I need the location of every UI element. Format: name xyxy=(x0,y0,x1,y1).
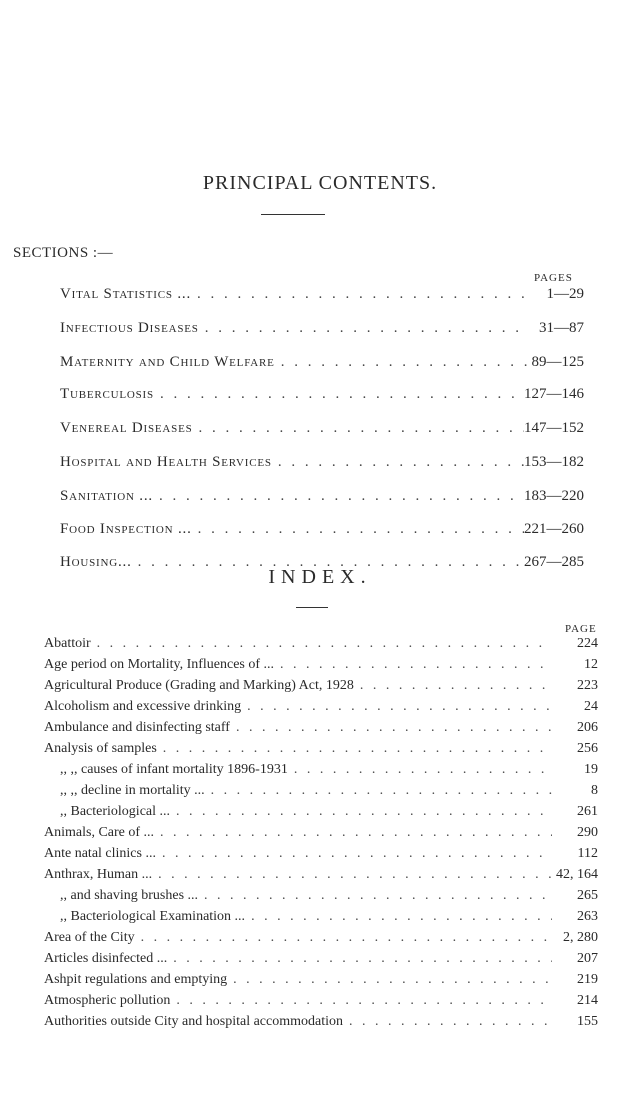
dot-leader xyxy=(245,909,552,925)
section-pages: 31—87 xyxy=(539,320,584,336)
section-label: Sanitation ... xyxy=(60,488,153,504)
index-entry xyxy=(44,909,598,929)
dot-leader xyxy=(153,488,524,505)
index-entry xyxy=(44,888,598,908)
index-entry-page: 112 xyxy=(577,846,598,861)
dot-leader xyxy=(156,846,552,862)
index-entry xyxy=(44,741,598,761)
dot-leader xyxy=(91,636,552,652)
index-entry-label: Atmospheric pollution xyxy=(44,993,171,1008)
title-divider xyxy=(261,214,325,215)
section-pages: 153—182 xyxy=(524,454,584,470)
index-entry-label: Area of the City xyxy=(44,930,135,945)
index-entry-label: Agricultural Produce (Grading and Marking) Act, 1928 xyxy=(44,678,354,693)
index-entry-page: 19 xyxy=(584,762,598,777)
index-entry xyxy=(44,657,598,677)
index-entry-page: 224 xyxy=(577,636,598,651)
section-label: Venereal Diseases xyxy=(60,420,193,436)
dot-leader xyxy=(230,720,552,736)
section-row xyxy=(60,454,584,476)
section-row xyxy=(60,488,584,510)
pages-header: PAGES xyxy=(534,272,573,284)
dot-leader xyxy=(170,804,552,820)
dot-leader xyxy=(157,741,552,757)
index-entry-label: Ante natal clinics ... xyxy=(44,846,156,861)
dot-leader xyxy=(152,867,552,883)
index-entry-label: Abattoir xyxy=(44,636,91,651)
dot-leader xyxy=(241,699,552,715)
index-entry-label: Analysis of samples xyxy=(44,741,157,756)
section-label: Food Inspection ... xyxy=(60,521,192,537)
index-entry xyxy=(44,825,598,845)
section-row xyxy=(60,320,584,342)
index-entry xyxy=(44,1014,598,1034)
index-entry-page: 223 xyxy=(577,678,598,693)
page-title: PRINCIPAL CONTENTS. xyxy=(202,172,438,194)
index-entry-page: 261 xyxy=(577,804,598,819)
index-entry-page: 263 xyxy=(577,909,598,924)
index-entry-label: Anthrax, Human ... xyxy=(44,867,153,882)
section-pages: 127—146 xyxy=(524,386,584,402)
section-label: Tuberculosis xyxy=(60,386,154,402)
index-entry-page: 8 xyxy=(591,783,598,798)
dot-leader xyxy=(354,678,552,694)
dot-leader xyxy=(193,420,524,437)
index-entry-label: ,, ,, causes of infant mortality 1896-1931 xyxy=(60,762,288,777)
section-row xyxy=(60,286,584,308)
dot-leader xyxy=(272,454,524,471)
index-entry xyxy=(44,762,598,782)
index-entry-page: 2, 280 xyxy=(563,930,598,945)
index-entry-label: ,, and shaving brushes ... xyxy=(60,888,199,903)
index-entry xyxy=(44,783,598,803)
index-entry-page: 265 xyxy=(577,888,598,903)
section-label: Hospital and Health Services xyxy=(60,454,272,470)
section-row xyxy=(60,386,584,408)
dot-leader xyxy=(191,286,528,303)
section-row xyxy=(60,420,584,442)
section-label: Housing... xyxy=(60,554,132,570)
page-header: PAGE xyxy=(565,623,597,635)
index-entry-page: 290 xyxy=(577,825,598,840)
section-label: Infectious Diseases xyxy=(60,320,199,336)
section-row xyxy=(60,521,584,543)
index-entry xyxy=(44,678,598,698)
section-label: Vital Statistics ... xyxy=(60,286,191,302)
dot-leader xyxy=(343,1014,552,1030)
index-entry-page: 219 xyxy=(577,972,598,987)
index-entry-label: Animals, Care of ... xyxy=(44,825,155,840)
index-divider xyxy=(296,607,328,608)
dot-leader xyxy=(198,888,552,904)
index-entry-label: Articles disinfected ... xyxy=(44,951,168,966)
index-entry xyxy=(44,720,598,740)
dot-leader xyxy=(288,762,552,778)
section-pages: 147—152 xyxy=(524,420,584,436)
index-entry-page: 155 xyxy=(577,1014,598,1029)
dot-leader xyxy=(135,930,552,946)
index-title: INDEX. xyxy=(268,566,372,588)
index-entry-page: 24 xyxy=(584,699,598,714)
index-entry-page: 256 xyxy=(577,741,598,756)
section-label: Maternity and Child Welfare xyxy=(60,354,275,370)
dot-leader xyxy=(199,320,528,337)
index-entry-label: Authorities outside City and hospital accommodation xyxy=(44,1014,344,1029)
index-entry-label: ,, Bacteriological Examination ... xyxy=(60,909,246,924)
index-entry-label: ,, ,, decline in mortality ... xyxy=(60,783,205,798)
dot-leader xyxy=(167,951,552,967)
index-entry-label: Ambulance and disinfecting staff xyxy=(44,720,230,735)
index-entry xyxy=(44,636,598,656)
dot-leader xyxy=(274,657,552,673)
index-entry xyxy=(44,972,598,992)
dot-leader xyxy=(154,386,524,403)
index-entry-page: 12 xyxy=(584,657,598,672)
index-entry xyxy=(44,804,598,824)
section-pages: 183—220 xyxy=(524,488,584,504)
section-row xyxy=(60,354,584,376)
index-entry xyxy=(44,993,598,1013)
index-entry-page: 207 xyxy=(577,951,598,966)
index-entry-label: Age period on Mortality, Influences of ... xyxy=(44,657,275,672)
index-entry-page: 206 xyxy=(577,720,598,735)
section-pages: 221—260 xyxy=(524,521,584,537)
index-entry-label: Alcoholism and excessive drinking xyxy=(44,699,242,714)
section-pages: 89—125 xyxy=(531,354,584,370)
dot-leader xyxy=(170,993,552,1009)
dot-leader xyxy=(154,825,552,841)
index-entry-label: Ashpit regulations and emptying xyxy=(44,972,228,987)
index-entry xyxy=(44,951,598,971)
index-entry xyxy=(44,846,598,866)
section-pages: 1—29 xyxy=(546,286,584,302)
index-entry xyxy=(44,867,598,887)
index-entry xyxy=(44,699,598,719)
index-entry-page: 42, 164 xyxy=(556,867,598,882)
index-entry-page: 214 xyxy=(577,993,598,1008)
dot-leader xyxy=(205,783,552,799)
section-pages: 267—285 xyxy=(524,554,584,570)
dot-leader xyxy=(227,972,552,988)
index-entry-label: ,, Bacteriological ... xyxy=(60,804,171,819)
sections-label: SECTIONS :— xyxy=(13,245,114,261)
dot-leader xyxy=(275,354,528,371)
dot-leader xyxy=(192,521,524,538)
index-entry xyxy=(44,930,598,950)
